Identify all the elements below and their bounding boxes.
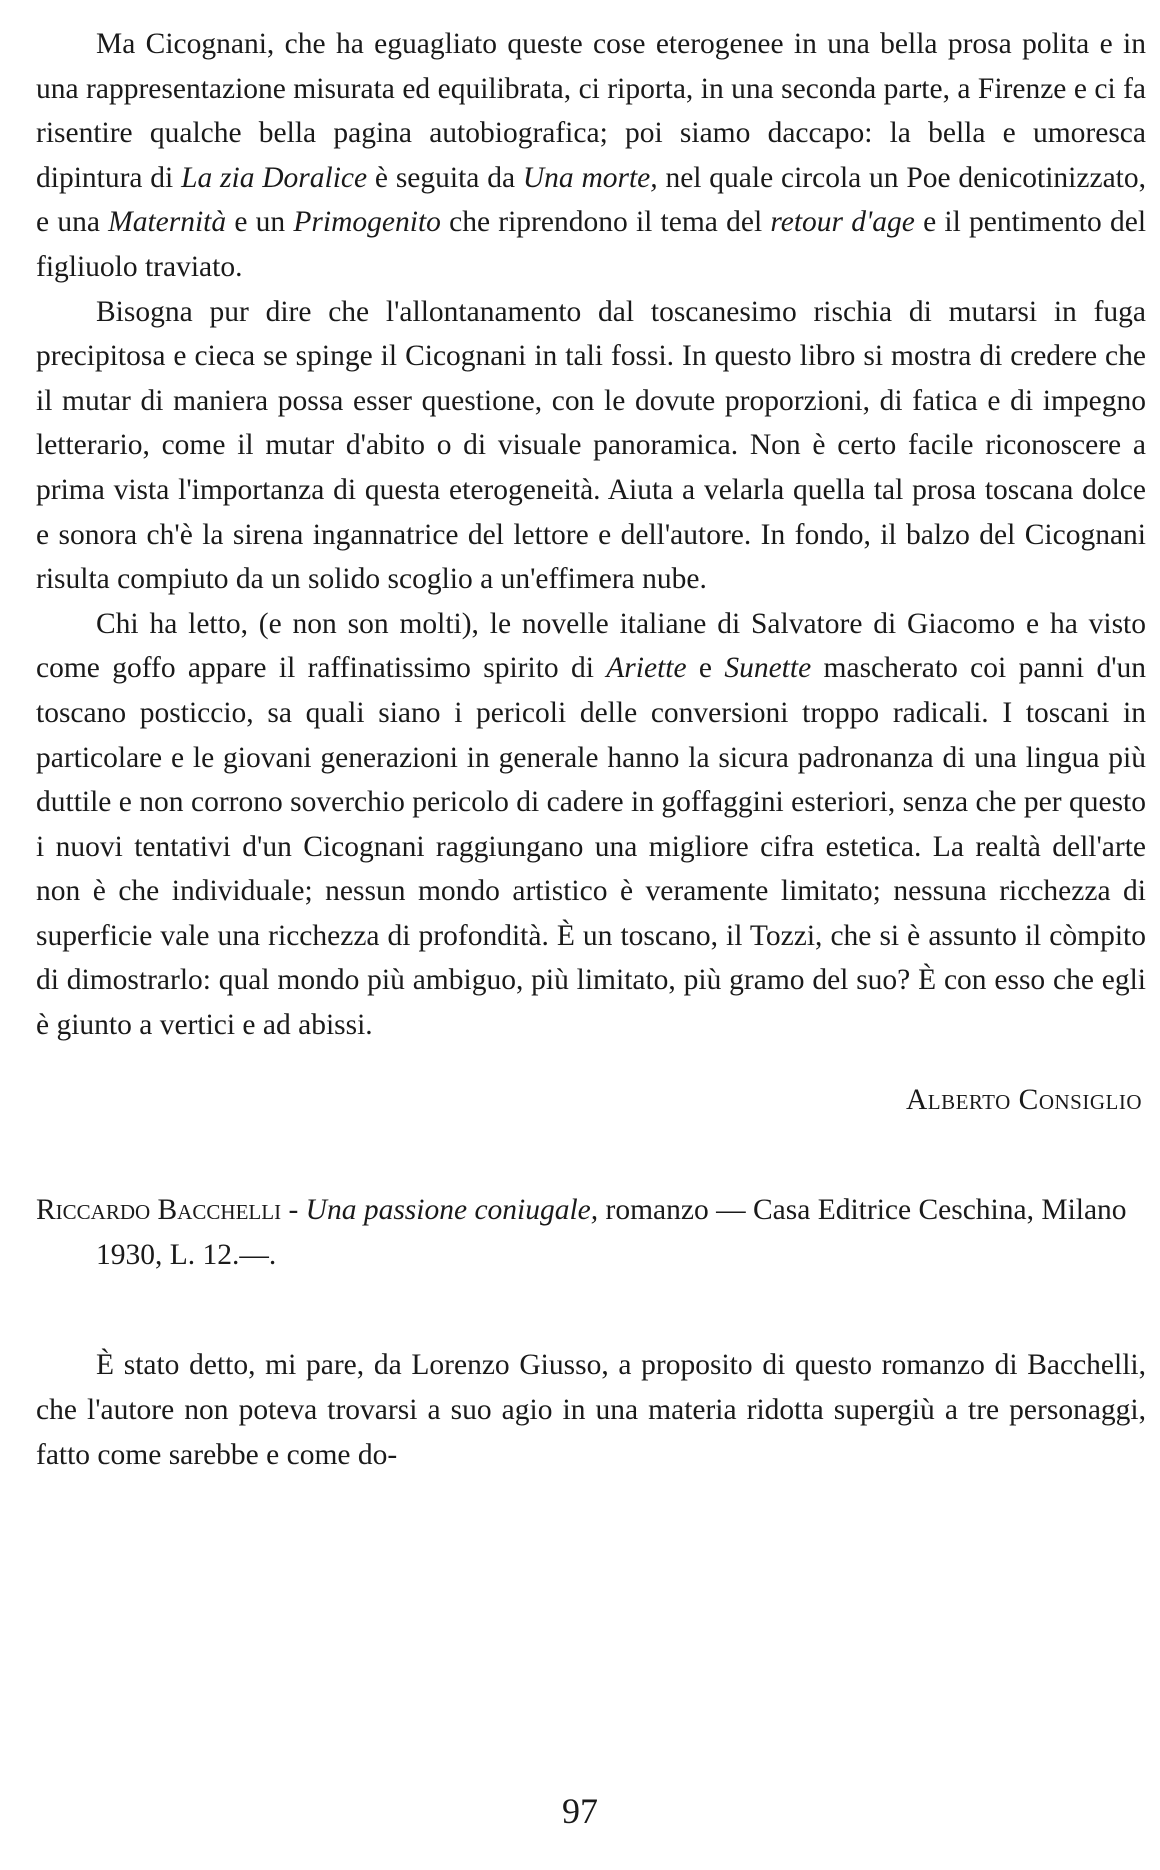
paragraph-toscanesimo: Bisogna pur dire che l'allontanamento dal toscanesimo rischia di mutarsi in fuga precipitosa e cieca se spinge il Cicognani in tali fossi. In questo libro si mostra di credere che il mutar di maniera possa esser questione, con le dovute proporzioni, di fatica e di impegno letterario, come il mutar d'abito o di visuale panoramica. Non è certo facile riconoscere a prima vista l'importanza di questa eterogeneità. Aiuta a velarla quella tal prosa toscana dolce e sonora ch'è la sirena ingannatrice del lettore e dell'autore. In fondo, il balzo del Cicognani risulta compiuto da un solido scoglio a un'effimera nube.	[36, 295, 1146, 596]
text-run: e un	[226, 206, 294, 239]
page-number: 97	[562, 1791, 598, 1831]
italic-title: Una morte,	[522, 161, 658, 194]
text-run: Ma Cicognani, che ha eguagliato queste cose eterogenee in una bella prosa polita e in una rappresentazione misurata ed equilibrata, ci riporta, in una seconda parte, a Firenze e ci fa risentire qualche bella pagina autobiografica; poi siamo daccapo: la bella e umoresca dipintura di	[36, 28, 1146, 194]
text-run: Chi ha letto, (e non son molti), le novelle italiane di Salvatore di Giacomo e ha visto come goffo appare il raffinatissimo spirito di	[36, 607, 1146, 685]
review-book-title: Una passione coniugale,	[305, 1194, 599, 1227]
review-body-paragraph: È stato detto, mi pare, da Lorenzo Giusso, a proposito di questo romanzo di Bacchelli, che l'autore non poteva trovarsi a suo agio in una materia ridotta supergiù a tre personaggi, fatto come sarebbe e come do-	[36, 1349, 1146, 1471]
author-signature: Alberto Consiglio	[905, 1083, 1142, 1116]
review-heading	[36, 1188, 1146, 1277]
text-run: mascherato coi panni d'un toscano posticcio, sa quali siano i pericoli delle conversioni troppo radicali. I toscani in particolare e le giovani generazioni in generale hanno la sicura padronanza di una lingua più duttile e non corrono soverchio pericolo di cadere in goffaggini esteriori, senza che per questo i nuovi tentativi d'un Cicognani raggiungano una migliore cifra estetica. La realtà dell'arte non è che individuale; nessun mondo artistico è veramente limitato; nessuna ricchezza di superficie vale una ricchezza di profondità. È un toscano, il Tozzi, che si è assunto il còmpito di dimostrarlo: qual mondo più ambiguo, più limitato, più gramo del suo? È con esso che egli è giunto a vertici e ad abissi.	[36, 652, 1147, 1042]
italic-title: La zia Doralice	[181, 161, 368, 194]
italic-title: Sunette	[724, 652, 812, 685]
paragraph-cicognani-intro	[36, 22, 1146, 290]
review-separator: -	[281, 1194, 306, 1227]
review-author: Riccardo Bacchelli	[36, 1194, 282, 1227]
paragraph-di-giacomo	[36, 602, 1146, 1048]
text-run: che riprendono il tema del	[440, 206, 771, 239]
italic-phrase: retour d'age	[770, 206, 915, 239]
page-content	[36, 22, 1146, 1477]
text-run: nel quale circola un Poe denicotinizzato, e una	[36, 161, 1146, 239]
italic-title: Primogenito	[293, 206, 441, 239]
text-run: è seguita da	[367, 161, 523, 194]
review-publication-details: romanzo — Casa Editrice Ceschina, Milano 1930, L. 12.—.	[96, 1194, 1127, 1271]
text-run: e il pentimento del figliuolo traviato.	[36, 206, 1147, 283]
italic-title: Maternità	[108, 206, 227, 239]
text-run: e	[686, 652, 725, 685]
italic-title: Ariette	[606, 652, 687, 685]
